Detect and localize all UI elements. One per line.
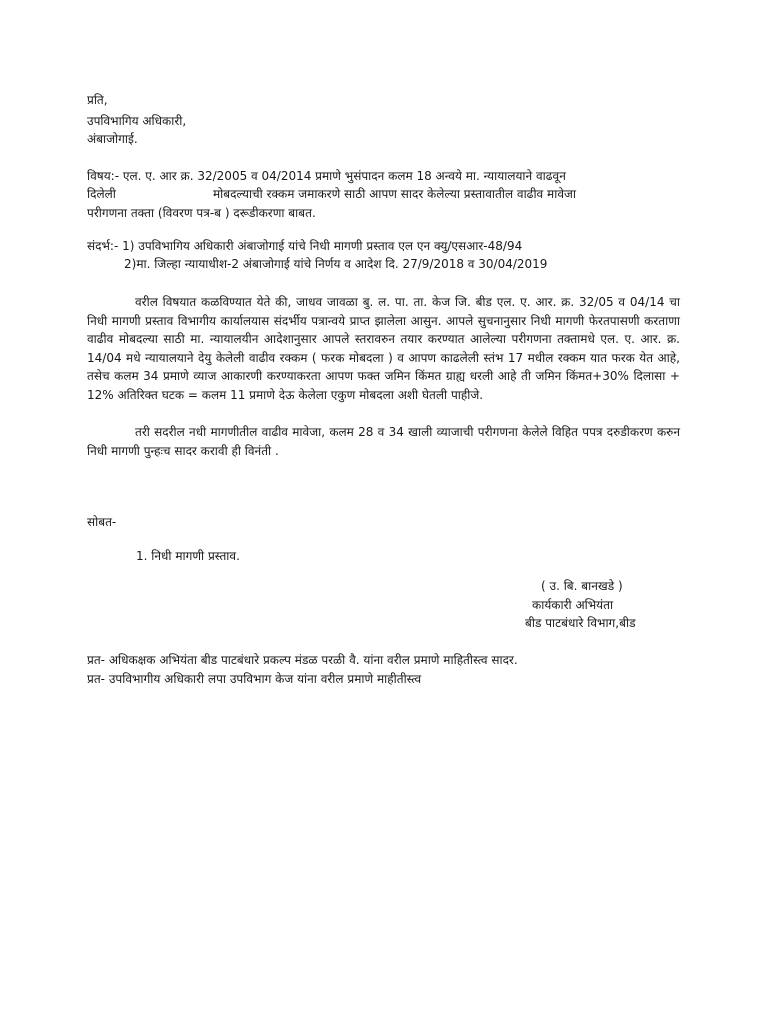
addressee-line-1: प्रति, — [87, 93, 108, 107]
subject-line-2-left: दिलेली — [87, 187, 116, 201]
signature-designation: कार्यकारी अभियंता — [532, 598, 614, 612]
reference-line-1: संदर्भ:- 1) उपविभागिय अधिकारी अंबाजोगाई यांचे निधी मागणी प्रस्ताव एल एन क्यु/एसआर-48/94 — [87, 239, 523, 253]
body-paragraph-2: तरी सदरील नधी मागणीतील वाढीव मावेजा, कलम 28 व 34 खाली व्याजाची परीगणना केलेले विहित पपत्र दरुडीकरण करुन निधी मागणी पुन्हःच सादर करावी ही विनंती . — [87, 425, 680, 458]
subject-line-3: परीगणना तक्ता (विवरण पत्र-ब ) दरूडीकरणा बाबत. — [87, 206, 316, 220]
signature-office: बीड पाटबंधारे विभाग,बीड — [525, 616, 636, 630]
copy-line-2: प्रत- उपविभागीय अधिकारी लपा उपविभाग केज यांना वरील प्रमाणे माहीतीस्त्व — [87, 672, 422, 686]
enclosure-item: 1. निधी मागणी प्रस्ताव. — [136, 549, 240, 563]
signature-name: ( उ. बि. बानखडे ) — [541, 579, 623, 593]
addressee-line-3: अंबाजोगाई. — [87, 132, 138, 146]
subject-line-2-right: मोबदल्याची रक्कम जमाकरणे साठी आपण सादर केलेल्या प्रस्तावातील वाढीव मावेजा — [213, 187, 577, 201]
enclosures-heading: सोबत- — [87, 515, 117, 529]
copy-line-1: प्रत- अधिकक्षक अभियंता बीड पाटबंधारे प्रकल्प मंडळ परळी वै. यांना वरील प्रमाणे माहितीस्त्व सादर. — [87, 653, 518, 667]
subject-line-1: विषय:- एल. ए. आर क्र. 32/2005 व 04/2014 प्रमाणे भुसंपादन कलम 18 अन्वये मा. न्यायालयाने वाढवून — [87, 169, 566, 183]
body-paragraph-1: वरील विषयात कळविण्यात येते की, जाधव जावळा बु. ल. पा. ता. केज जि. बीड एल. ए. आर. क्र. 32/05 व 04/14 चा निधी मागणी प्रस्ताव विभागीय कार्यालयास संदर्भीय पत्रान्वये प्राप्त झालेला आसुन. आपले सुचनानुसार निधी मागणी फेरतपासणी करताणा वाढीव मोबदल्या साठी मा. न्यायालयीन आदेशानुसार आपले स्तरावरुन तयार करण्यात आलेल्या परीगणना तक्तामधे एल. ए. आर. क्र. 14/04 मधे न्यायालयाने देयु केलेली वाढीव रक्कम ( फरक मोबदला ) व आपण काढलेली स्तंभ 17 मधील रक्कम यात फरक येत आहे, तसेच कलम 34 प्रमाणे व्याज आकारणी करण्याकरता आपण फक्त जमिन किंमत ग्राह्य धरली आहे ती जमिन किंमत+30% दिलासा + 12% अतिरिक्त घटक = कलम 11 प्रमाणे देऊ केलेला एकुण मोबदला अशी घेतली पाहीजे. — [87, 295, 680, 402]
reference-line-2: 2)मा. जिल्हा न्यायाधीश-2 अंबाजोगाई यांचे निर्णय व आदेश दि. 27/9/2018 व 30/04/2019 — [124, 257, 548, 271]
addressee-line-2: उपविभागिय अधिकारी, — [87, 114, 187, 128]
